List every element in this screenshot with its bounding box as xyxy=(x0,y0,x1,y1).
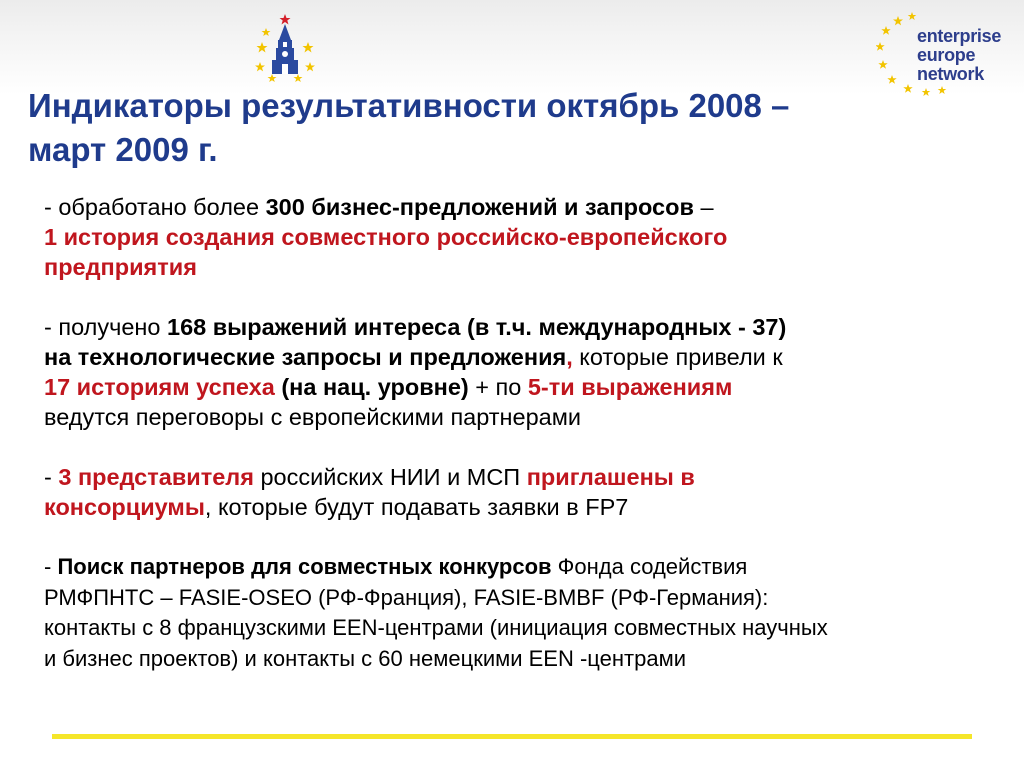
een-logo-text xyxy=(917,27,1001,84)
paragraph-consortium-invitations xyxy=(44,462,974,522)
title-line-1: Индикаторы результативности октябрь 2008 – xyxy=(28,87,790,124)
een-logo-line: enterprise xyxy=(917,26,1002,46)
text-run-bold: Поиск партнеров для совместных конкурсов xyxy=(57,554,552,579)
text-run: - получено xyxy=(44,314,167,340)
footer-divider xyxy=(52,734,972,739)
text-run: российских НИИ и МСП xyxy=(253,464,527,490)
text-run-highlight: 1 история создания совместного российско-европейского xyxy=(44,224,728,250)
text-run: ведутся переговоры с европейскими партнерами xyxy=(44,404,582,430)
text-run: - xyxy=(44,464,59,490)
text-run-highlight: приглашены в xyxy=(526,464,695,490)
een-logo-line: europe xyxy=(917,45,976,65)
text-run: - обработано более xyxy=(44,194,266,220)
text-run: + по xyxy=(468,374,528,400)
header-band xyxy=(0,0,1024,95)
content-body xyxy=(44,192,974,674)
text-run: Фонда содействия xyxy=(551,554,748,579)
text-run-bold: (на нац. уровне) xyxy=(281,374,469,400)
text-run: которые привели к xyxy=(572,344,783,370)
kremlin-tower-logo-icon xyxy=(252,14,318,82)
title-line-2: март 2009 г. xyxy=(28,131,218,168)
text-run-highlight: 3 представителя xyxy=(58,464,254,490)
text-run-bold: 300 бизнес-предложений и запросов xyxy=(265,194,694,220)
text-run: и бизнес проектов) и контакты с 60 немецкими EEN -центрами xyxy=(44,645,687,671)
text-run: - xyxy=(44,554,58,579)
text-run: , которые будут подавать заявки в FP7 xyxy=(204,494,629,520)
text-run-highlight: , xyxy=(566,344,573,370)
paragraph-expressions-of-interest xyxy=(44,312,974,432)
page-title xyxy=(28,84,928,172)
text-run: РМФПНТС – FASIE-OSEO (РФ-Франция), FASIE-BMBF (РФ-Германия): xyxy=(44,584,769,610)
text-run: – xyxy=(693,194,714,220)
text-run-highlight: 17 историям успеха xyxy=(44,374,275,400)
een-logo-line: network xyxy=(917,64,984,84)
text-run-highlight: 5-ти выражениям xyxy=(527,374,733,400)
text-run: контакты с 8 французскими EEN-центрами (инициация совместных научных xyxy=(44,615,828,640)
paragraph-business-offers xyxy=(44,192,974,282)
text-run-highlight: консорциумы xyxy=(44,494,205,520)
text-run-highlight: предприятия xyxy=(44,254,197,280)
text-run-bold: на технологические запросы и предложения xyxy=(44,344,567,370)
paragraph-partner-search xyxy=(44,552,974,674)
text-run-bold: 168 выражений интереса (в т.ч. международных - 37) xyxy=(167,314,787,340)
